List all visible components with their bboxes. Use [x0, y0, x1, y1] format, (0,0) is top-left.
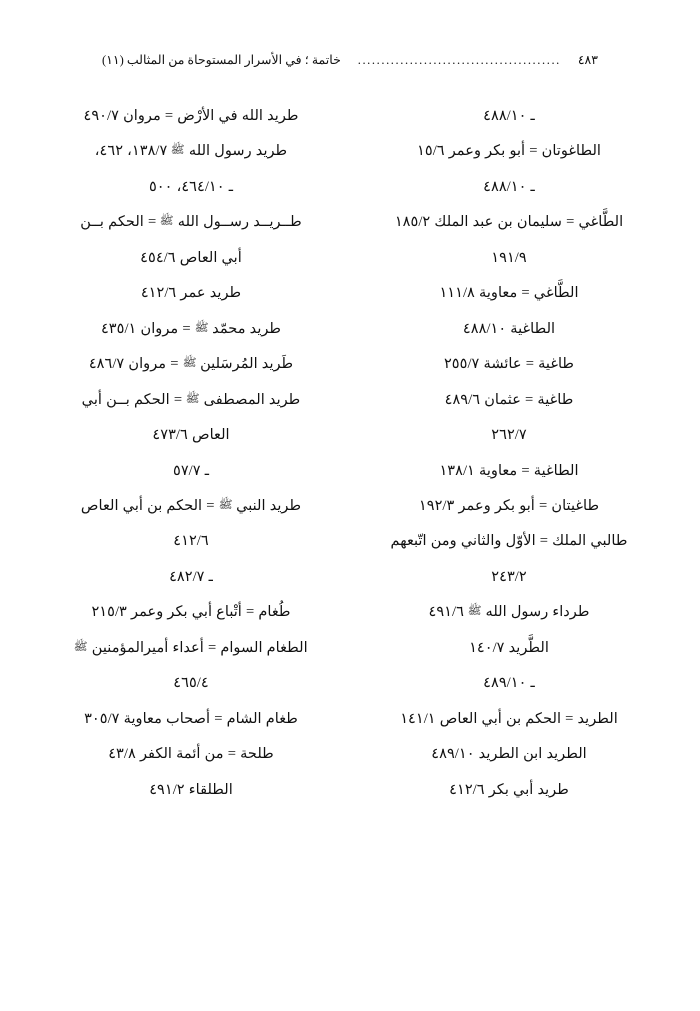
index-entry: طــريــد رســول الله ﷺ = الحكم بــن: [48, 208, 334, 236]
index-entry: طَريد المُرسَلين ﷺ = مروان ٤٨٦/٧: [48, 350, 334, 378]
index-entry: طريد المصطفى ﷺ = الحكم بــن أبي: [48, 386, 334, 414]
index-entry: ـ ٤٨٢/٧: [169, 568, 213, 585]
index-entry: طاغيتان = أبو بكر وعمر ١٩٢/٣: [418, 497, 600, 514]
index-entry: طُغام = أتْباع أبي بكر وعمر ٢١٥/٣: [91, 604, 291, 621]
header-title: خاتمة ؛ في الأسرار المستوحاة من المثالب (١١): [102, 53, 341, 67]
index-entry: الطريد ابن الطريد ٤٨٩/١٠: [431, 746, 587, 763]
index-entry: الطغام السوام = أعداء أميرالمؤمنين ﷺ: [48, 634, 334, 662]
index-entry: طريد رسول الله ﷺ ١٣٨/٧، ٤٦٢،: [48, 137, 334, 165]
index-entry: ٤٦٥/٤: [173, 675, 209, 692]
header-page-number: ٤٨٣: [577, 53, 598, 67]
index-entry: الطاغوتان = أبو بكر وعمر ١٥/٦: [417, 143, 601, 160]
sallallahu-alayhi-wasallam-icon: ﷺ: [185, 392, 200, 405]
sallallahu-alayhi-wasallam-icon: ﷺ: [218, 499, 233, 512]
index-entry: ـ ٤٨٨/١٠: [483, 108, 535, 124]
index-entry: ٢٤٣/٢: [491, 568, 527, 585]
sallallahu-alayhi-wasallam-icon: ﷺ: [182, 357, 197, 370]
sallallahu-alayhi-wasallam-icon: ﷺ: [171, 144, 186, 157]
index-entry: الطَّريد ١٤٠/٧: [469, 639, 549, 656]
index-columns: [40, 102, 660, 811]
index-entry: طريد محمّد ﷺ = مروان ٤٣٥/١: [48, 315, 334, 343]
index-entry: الطَّاغي = معاوية ١١١/٨: [439, 285, 579, 302]
index-entry: ٢٦٢/٧: [491, 427, 527, 444]
index-entry: ـ ٥٧/٧: [172, 462, 209, 479]
index-entry: الطاغية = معاوية ١٣٨/١: [439, 462, 579, 479]
index-column-right: [350, 102, 660, 811]
index-entry: طاغية = عائشة ٢٥٥/٧: [443, 356, 575, 373]
index-entry: ـ ٤٨٩/١٠: [483, 675, 535, 692]
index-entry: طريد أبي بكر ٤١٢/٦: [449, 781, 569, 798]
index-entry: طلحة = من أئمة الكفر ٤٣/٨: [108, 746, 274, 763]
index-entry: أبي العاص ٤٥٤/٦: [140, 249, 242, 266]
index-entry: ـ ٤٨٨/١٠: [483, 178, 535, 195]
index-entry: العاص ٤٧٣/٦: [152, 427, 230, 444]
index-entry: طالبي الملك = الأوّل والثاني ومن اتّبعهم: [390, 533, 628, 550]
sallallahu-alayhi-wasallam-icon: ﷺ: [467, 605, 482, 618]
index-entry: طاغية = عثمان ٤٨٩/٦: [444, 391, 574, 408]
index-entry: طرداء رسول الله ﷺ ٤٩١/٦: [366, 598, 652, 626]
index-entry: الطَّاغي = سليمان بن عبد الملك ١٨٥/٢: [394, 214, 624, 231]
index-entry: طريد عمر ٤١٢/٦: [140, 285, 242, 302]
page-header: [40, 52, 660, 68]
sallallahu-alayhi-wasallam-icon: ﷺ: [194, 321, 209, 334]
index-entry: طغام الشام = أصحاب معاوية ٣٠٥/٧: [84, 710, 298, 727]
index-entry: طريد النبي ﷺ = الحكم بن أبي العاص: [48, 492, 334, 520]
index-entry: الطلقاء ٤٩١/٢: [149, 781, 233, 798]
header-leader-dots: ...........................................: [357, 53, 561, 67]
index-column-left: [40, 102, 350, 811]
sallallahu-alayhi-wasallam-icon: ﷺ: [160, 215, 174, 228]
index-entry: الطاغية ٤٨٨/١٠: [462, 320, 556, 337]
index-entry: الطريد = الحكم بن أبي العاص ١٤١/١: [400, 710, 618, 727]
index-entry: ـ ٤٦٤/١٠، ٥٠٠: [148, 178, 234, 195]
sallallahu-alayhi-wasallam-icon: ﷺ: [74, 640, 88, 653]
index-entry: طريد الله في الأرْض = مروان ٤٩٠/٧: [83, 108, 299, 124]
index-entry: ٤١٢/٦: [173, 533, 209, 550]
index-entry: ١٩١/٩: [491, 249, 527, 266]
